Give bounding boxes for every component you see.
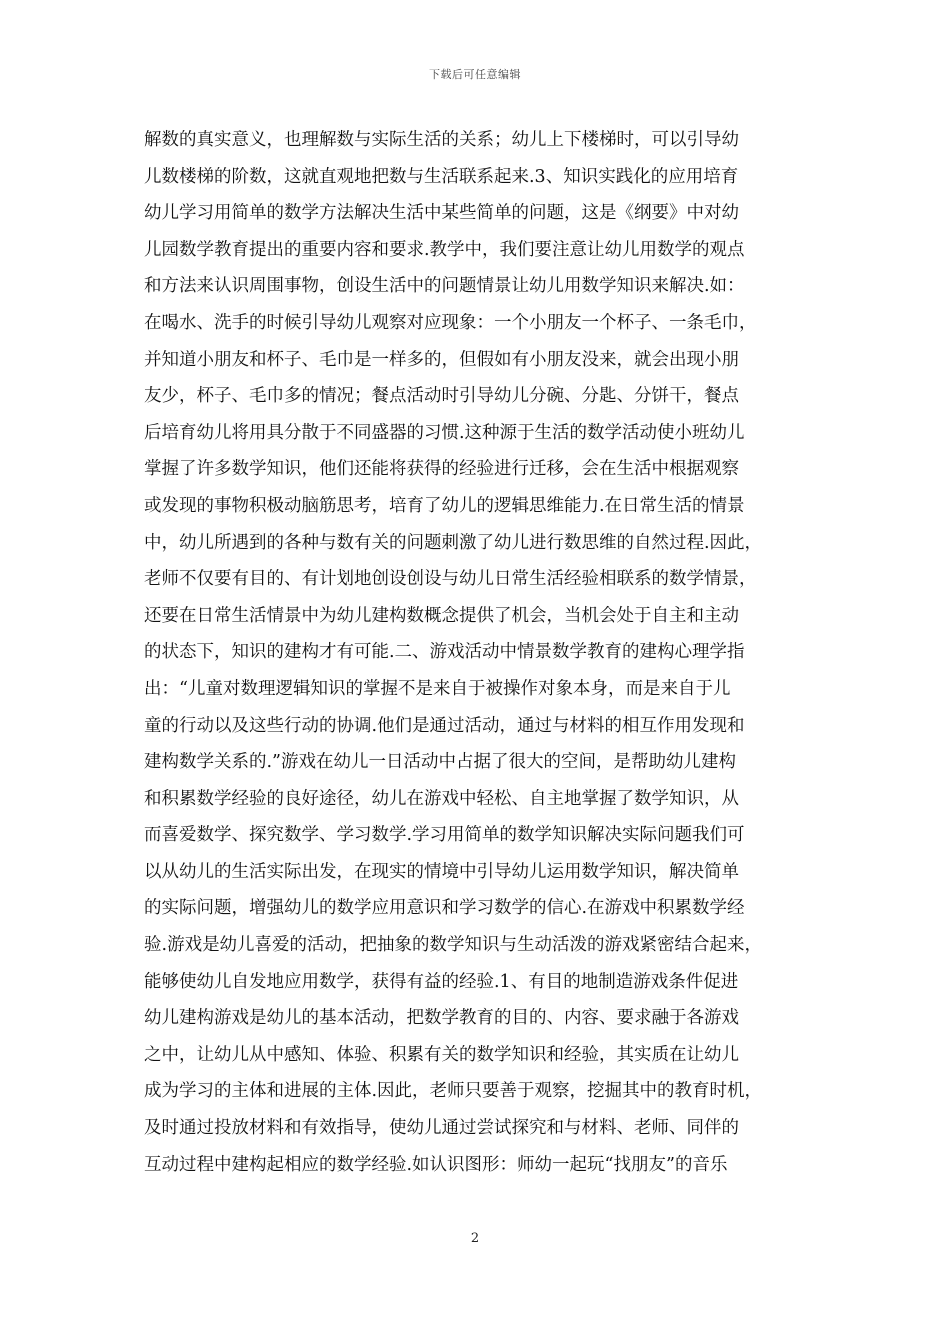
text-line: 幼儿建构游戏是幼儿的基本活动，把数学教育的目的、内容、要求融于各游戏 [144, 1008, 739, 1029]
text-line: 而喜爱数学、探究数学、学习数学.学习用简单的数学知识解决实际问题我们可 [144, 825, 745, 846]
text-line: 在喝水、洗手的时候引导幼儿观察对应现象：一个小朋友一个杯子、一条毛巾， [144, 312, 757, 333]
text-line: 验.游戏是幼儿喜爱的活动，把抽象的数学知识与生动活泼的游戏紧密结合起来， [144, 935, 763, 956]
text-line: 并知道小朋友和杯子、毛巾是一样多的，但假如有小朋友没来，就会出现小朋 [144, 349, 739, 370]
text-line: 老师不仅要有目的、有计划地创设创设与幼儿日常生活经验相联系的数学情景， [144, 569, 757, 590]
text-line: 解数的真实意义，也理解数与实际生活的关系；幼儿上下楼梯时，可以引导幼 [144, 130, 739, 150]
body-text [144, 122, 810, 1183]
text-line: 儿园数学教育提出的重要内容和要求.教学中，我们要注意让幼儿用数学的观点 [144, 239, 745, 260]
text-line: 建构数学关系的.”游戏在幼儿一日活动中占据了很大的空间，是帮助幼儿建构 [144, 752, 737, 773]
text-line: 以从幼儿的生活实际出发，在现实的情境中引导幼儿运用数学知识，解决简单 [144, 861, 739, 882]
page-number: 2 [470, 1231, 480, 1246]
text-line: 友少，杯子、毛巾多的情况；餐点活动时引导幼儿分碗、分匙、分饼干，餐点 [144, 386, 739, 407]
text-line: 成为学习的主体和进展的主体.因此，老师只要善于观察，挖掘其中的教育时机， [144, 1081, 763, 1102]
text-line: 或发现的事物积极动脑筋思考，培育了幼儿的逻辑思维能力.在日常生活的情景 [144, 495, 745, 516]
text-line: 及时通过投放材料和有效指导，使幼儿通过尝试探究和与材料、老师、同伴的 [144, 1118, 739, 1139]
text-line: 互动过程中建构起相应的数学经验.如认识图形：师幼一起玩“找朋友”的音乐 [144, 1154, 728, 1175]
text-line: 和方法来认识周围事物，创设生活中的问题情景让幼儿用数学知识来解决.如： [144, 276, 745, 297]
text-line: 儿数楼梯的阶数，这就直观地把数与生活联系起来.3、知识实践化的应用培育 [144, 166, 739, 187]
text-line: 童的行动以及这些行动的协调.他们是通过活动，通过与材料的相互作用发现和 [144, 715, 745, 736]
text-line: 和积累数学经验的良好途径，幼儿在游戏中轻松、自主地掌握了数学知识，从 [144, 788, 739, 809]
text-line: 还要在日常生活情景中为幼儿建构数概念提供了机会，当机会处于自主和主动 [144, 605, 739, 626]
text-line: 出：“儿童对数理逻辑知识的掌握不是来自于被操作对象本身，而是来自于儿 [144, 678, 731, 699]
text-line: 能够使幼儿自发地应用数学，获得有益的经验.1、有目的地制造游戏条件促进 [144, 971, 739, 992]
text-line: 中，幼儿所遇到的各种与数有关的问题刺激了幼儿进行数思维的自然过程.因此， [144, 532, 763, 553]
text-line: 后培育幼儿将用具分散于不同盛器的习惯.这种源于生活的数学活动使小班幼儿 [144, 422, 745, 443]
text-line: 掌握了许多数学知识，他们还能将获得的经验进行迁移，会在生活中根据观察 [144, 459, 739, 480]
text-line: 之中，让幼儿从中感知、体验、积累有关的数学知识和经验，其实质在让幼儿 [144, 1044, 739, 1065]
text-line: 幼儿学习用简单的数学方法解决生活中某些简单的问题，这是《纲要》中对幼 [144, 203, 739, 224]
text-line: 的实际问题，增强幼儿的数学应用意识和学习数学的信心.在游戏中积累数学经 [144, 898, 745, 919]
page-header: 下载后可任意编辑 [429, 68, 521, 81]
text-line: 的状态下，知识的建构才有可能.二、游戏活动中情景数学教育的建构心理学指 [144, 642, 745, 663]
